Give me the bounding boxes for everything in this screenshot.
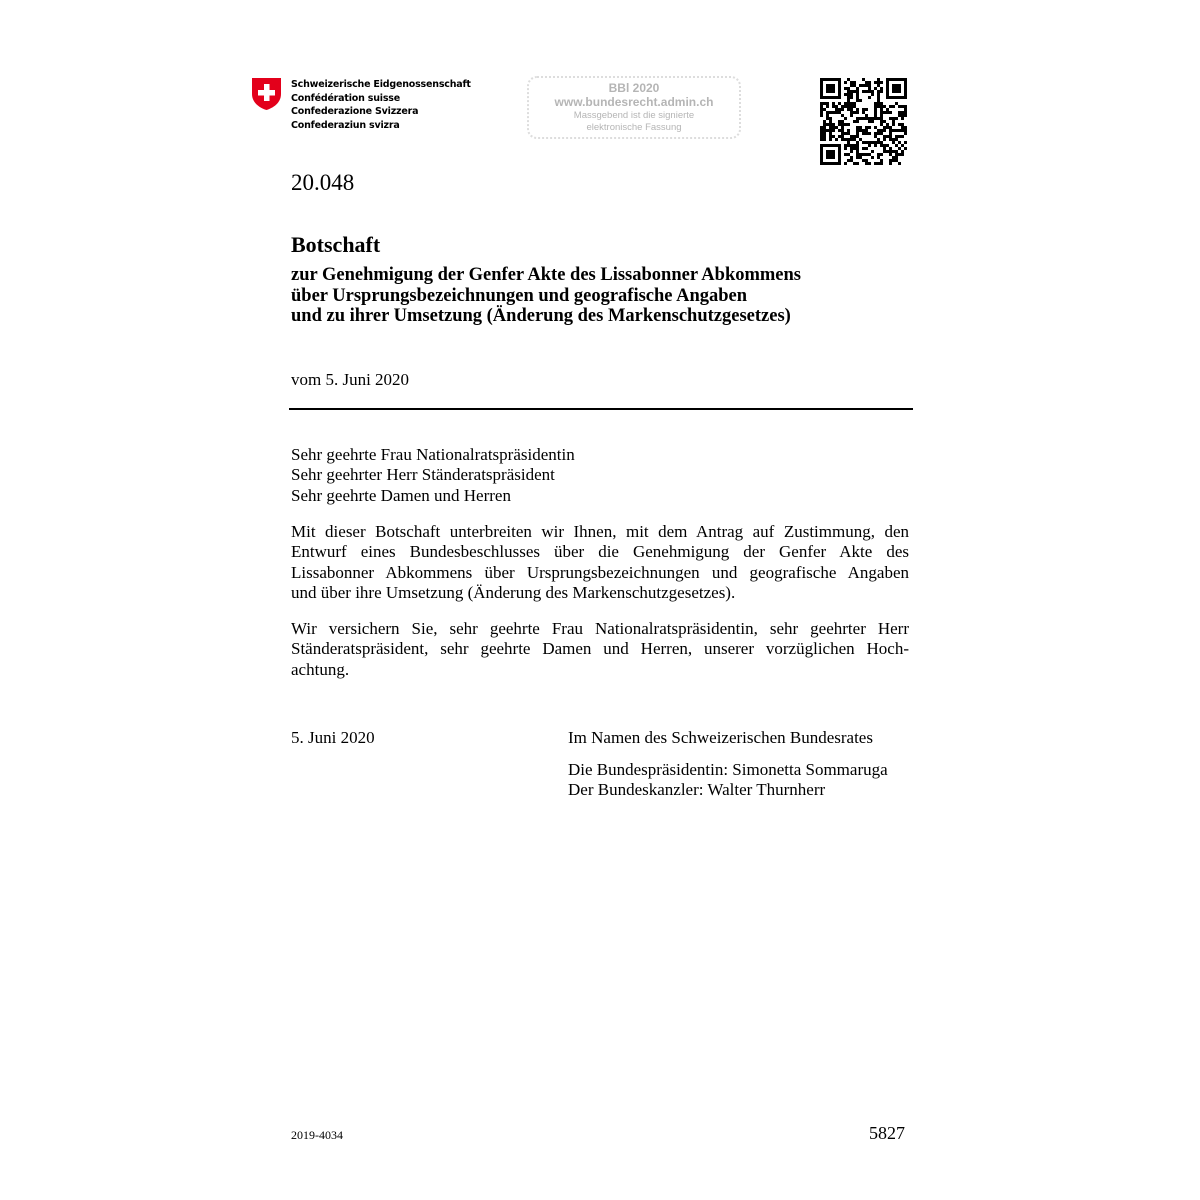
stamp-line: BBl 2020 — [608, 81, 660, 95]
stamp-line: Massgebend ist die signierte — [573, 110, 695, 121]
subtitle-line: und zu ihrer Umsetzung (Änderung des Markenschutzgesetzes) — [291, 306, 791, 326]
page-number: 5827 — [869, 1123, 905, 1143]
text-line: und über ihre Umsetzung (Änderung des Markenschutzgesetzes). — [291, 582, 736, 602]
signature-on-behalf: Im Namen des Schweizerischen Bundesrates — [568, 728, 873, 747]
signatory-chancellor: Der Bundeskanzler: Walter Thurnherr — [568, 780, 826, 800]
text-line: Wir versichern Sie, sehr geehrte Frau Nationalratspräsidentin, sehr geehrter Herr — [291, 619, 909, 638]
page-title: Botschaft — [291, 232, 381, 257]
stamp-url: www.bundesrecht.admin.ch — [554, 95, 714, 109]
signature-block — [568, 760, 888, 801]
footer-reference: 2019-4034 — [291, 1128, 343, 1142]
authority-line: Confederaziun svizra — [291, 119, 400, 131]
paragraph-1 — [291, 522, 909, 603]
text-line: Lissabonner Abkommens über Ursprungsbezeichnungen und geografische Angaben — [291, 562, 909, 582]
salutation-line: Sehr geehrter Herr Ständeratspräsident — [291, 465, 555, 485]
text-line: Ständeratspräsident, sehr geehrte Damen und Herren, unserer vorzüglichen Hoch- — [291, 639, 909, 659]
salutation-line: Sehr geehrte Damen und Herren — [291, 485, 511, 505]
subtitle-line: zur Genehmigung der Genfer Akte des Lissabonner Abkommens — [291, 265, 802, 285]
publication-stamp — [527, 76, 741, 139]
text-line: Entwurf eines Bundesbeschlusses über die Genehmigung der Genfer Akte des — [291, 542, 909, 562]
document-number: 20.048 — [291, 170, 355, 195]
subtitle-line: über Ursprungsbezeichnungen und geografische Angaben — [291, 285, 748, 306]
stamp-line: elektronische Fassung — [586, 122, 682, 133]
text-line: achtung. — [291, 659, 350, 679]
salutation — [291, 445, 575, 506]
signature-date: 5. Juni 2020 — [291, 728, 375, 747]
qr-code-icon — [820, 78, 907, 165]
authority-line: Schweizerische Eidgenossenschaft — [291, 79, 471, 90]
authority-line: Confédération suisse — [291, 92, 400, 104]
document-date: vom 5. Juni 2020 — [291, 370, 410, 389]
paragraph-2 — [291, 619, 909, 680]
authority-name — [291, 78, 471, 132]
text-line: Mit dieser Botschaft unterbreiten wir Ihnen, mit dem Antrag auf Zustimmung, den — [291, 522, 909, 541]
signatory-president: Die Bundespräsidentin: Simonetta Sommaruga — [568, 760, 888, 779]
swiss-emblem-icon — [251, 77, 282, 111]
authority-line: Confederazione Svizzera — [291, 106, 419, 117]
salutation-line: Sehr geehrte Frau Nationalratspräsidentin — [291, 445, 575, 464]
divider — [289, 408, 913, 410]
subtitle — [291, 265, 801, 327]
